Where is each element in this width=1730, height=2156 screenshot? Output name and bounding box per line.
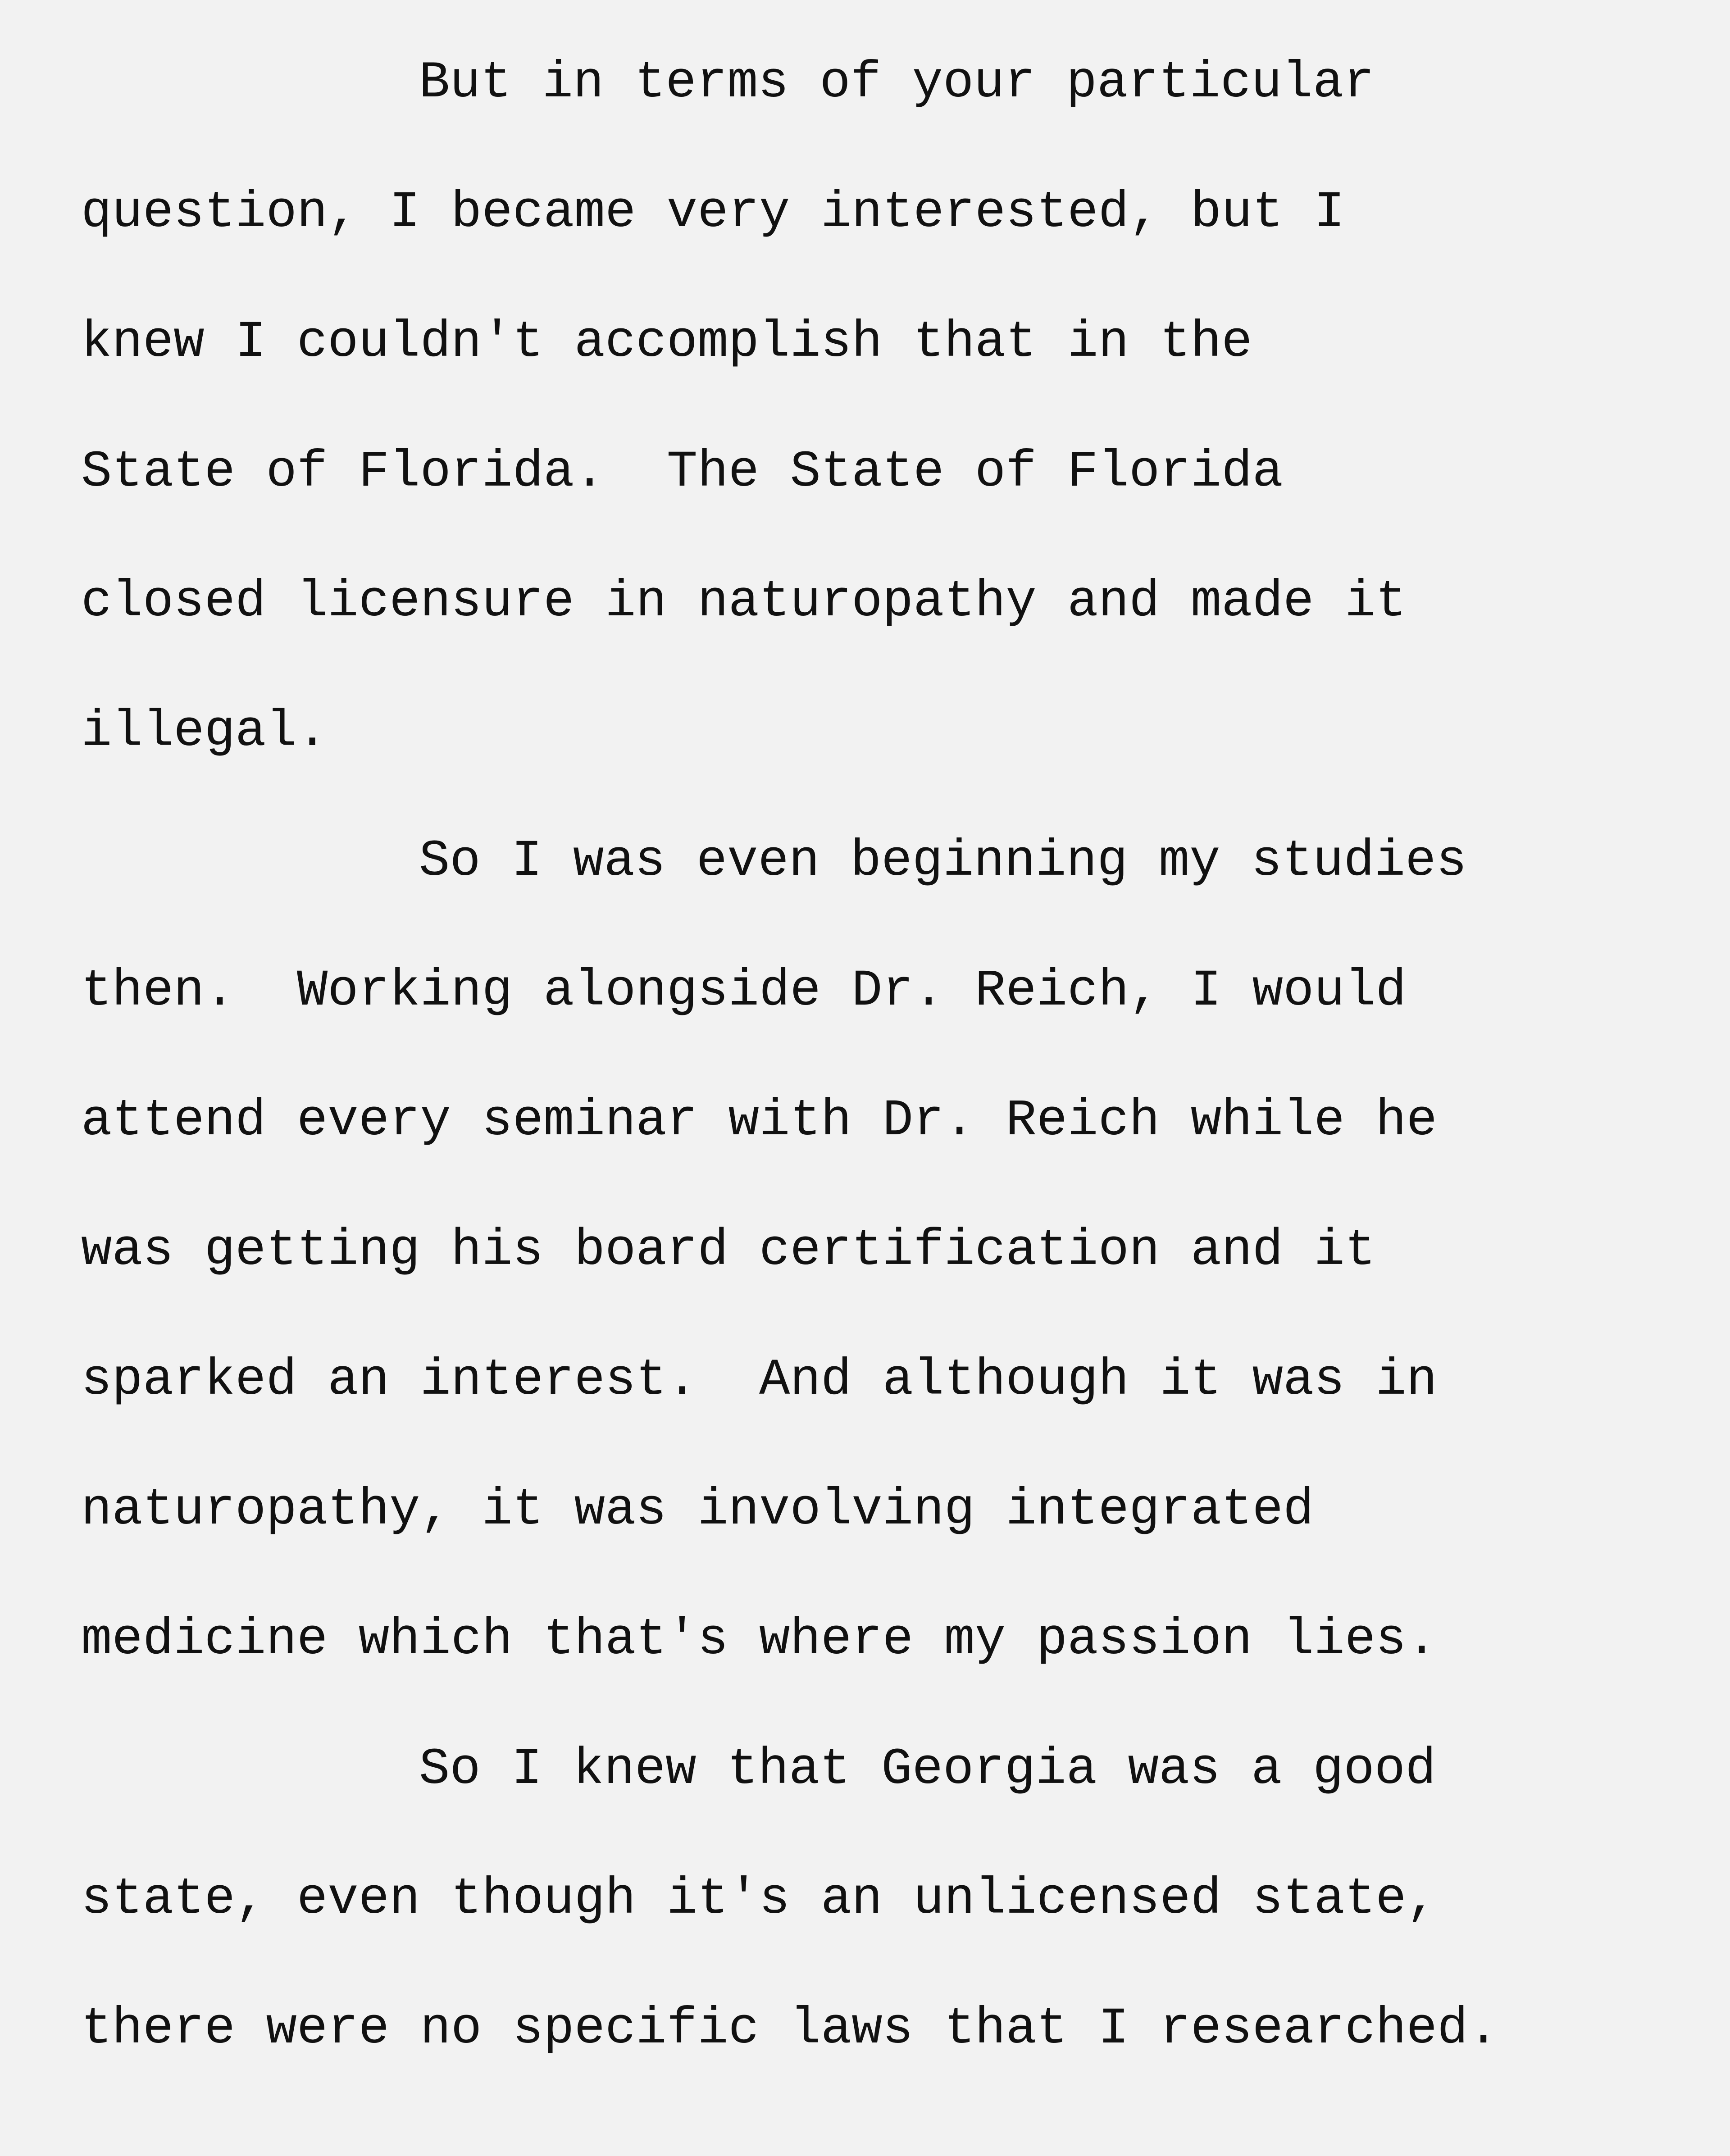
transcript-line-14: So I knew that Georgia was a good xyxy=(419,1741,1436,1799)
transcript-line-4: State of Florida. The State of Florida xyxy=(81,443,1284,501)
transcript-line-12: naturopathy, it was involving integrated xyxy=(81,1481,1314,1539)
transcript-line-10: was getting his board certification and it xyxy=(81,1222,1376,1280)
transcript-line-15: state, even though it's an unlicensed state, xyxy=(81,1870,1438,1929)
transcript-line-3: knew I couldn't accomplish that in the xyxy=(81,314,1252,372)
transcript-line-5: closed licensure in naturopathy and made it xyxy=(81,573,1407,631)
transcript-line-13: medicine which that's where my passion lies. xyxy=(81,1611,1438,1669)
transcript-line-11: sparked an interest. And although it was in xyxy=(81,1351,1438,1410)
transcript-line-8: then. Working alongside Dr. Reich, I would xyxy=(81,962,1407,1020)
transcript-line-1: But in terms of your particular xyxy=(419,54,1375,112)
transcript-line-2: question, I became very interested, but I xyxy=(81,184,1345,242)
transcript-line-9: attend every seminar with Dr. Reich while he xyxy=(81,1092,1438,1150)
transcript-line-16: there were no specific laws that I researched. xyxy=(81,2000,1499,2058)
transcript-line-6: illegal. xyxy=(81,703,328,761)
transcript-line-7: So I was even beginning my studies xyxy=(419,832,1467,891)
